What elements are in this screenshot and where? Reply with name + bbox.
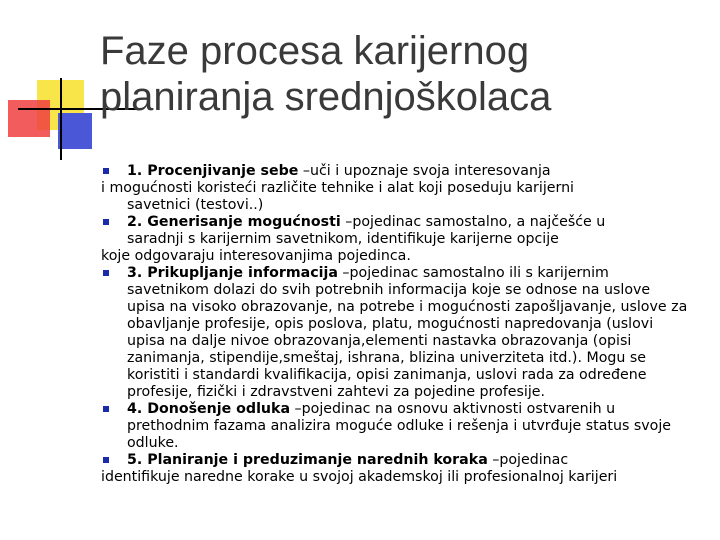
decor-vertical-line bbox=[60, 78, 62, 160]
item-text: –uči i upoznaje svoja interesovanja bbox=[298, 163, 551, 179]
decor-red-square bbox=[8, 100, 50, 137]
item-heading: 1. Procenjivanje sebe bbox=[127, 163, 299, 179]
square-bullet-icon bbox=[103, 219, 109, 225]
list-item-2 bbox=[101, 214, 691, 231]
item-continuation: koje odgovaraju interesovanjima pojedinca. bbox=[101, 248, 411, 264]
list-item-5 bbox=[101, 452, 691, 469]
item-heading: 5. Planiranje i preduzimanje narednih koraka bbox=[127, 452, 488, 468]
square-bullet-icon bbox=[103, 406, 109, 412]
item-text: –pojedinac samostalno, a najčešće u bbox=[340, 214, 606, 230]
list-item-3 bbox=[101, 265, 691, 401]
list-item-1 bbox=[101, 163, 691, 180]
item-heading: 4. Donošenje odluka bbox=[127, 401, 291, 417]
item-heading: 2. Generisanje mogućnosti bbox=[127, 214, 341, 230]
item-continuation: savetnici (testovi..) bbox=[127, 197, 264, 213]
decor-blue-square bbox=[58, 113, 92, 149]
item-continuation: i mogućnosti koristeći različite tehnike i alat koji poseduju karijerni bbox=[101, 180, 575, 196]
square-bullet-icon bbox=[103, 457, 109, 463]
item-continuation: identifikuje naredne korake u svojoj akademskoj ili profesionalnoj karijeri bbox=[101, 469, 618, 485]
square-bullet-icon bbox=[103, 270, 109, 276]
slide-body bbox=[101, 163, 691, 486]
item-continuation: saradnji s karijernim savetnikom, identifikuje karijerne opcije bbox=[127, 231, 559, 247]
item-text: –pojedinac na osnovu aktivnosti ostvarenih u prethodnim fazama analizira moguće odluke i rešenja i utvrđuje status svoje odluke. bbox=[127, 401, 672, 451]
item-heading: 3. Prikupljanje informacija bbox=[127, 265, 338, 281]
slide-title: Faze procesa karijernog planiranja srednjoškolaca bbox=[100, 29, 552, 119]
list-item-4 bbox=[101, 401, 691, 452]
item-text: –pojedinac samostalno ili s karijernim savetnikom dolazi do svih potrebnih informacija koje se odnose na uslove upisa na visoko obrazovanje, na potrebe i mogućnosti zapošljavanje, uslove za obavljanje profesije, opis poslova, platu, mogućnosti napredovanja (uslovi upisa na dalje nivoe obrazovanja,elementi nastavka obrazovanja (opisi zanimanja, stipendije,smeštaj, ishrana, blizina univerziteta itd.). Mogu se koristiti i standardi kvalifikacija, opisi zanimanja, uslovi rada za određene profesije, fizički i zdravstveni zahtevi za pojedine profesije. bbox=[127, 265, 688, 400]
item-text: –pojedinac bbox=[487, 452, 569, 468]
square-bullet-icon bbox=[103, 168, 109, 174]
